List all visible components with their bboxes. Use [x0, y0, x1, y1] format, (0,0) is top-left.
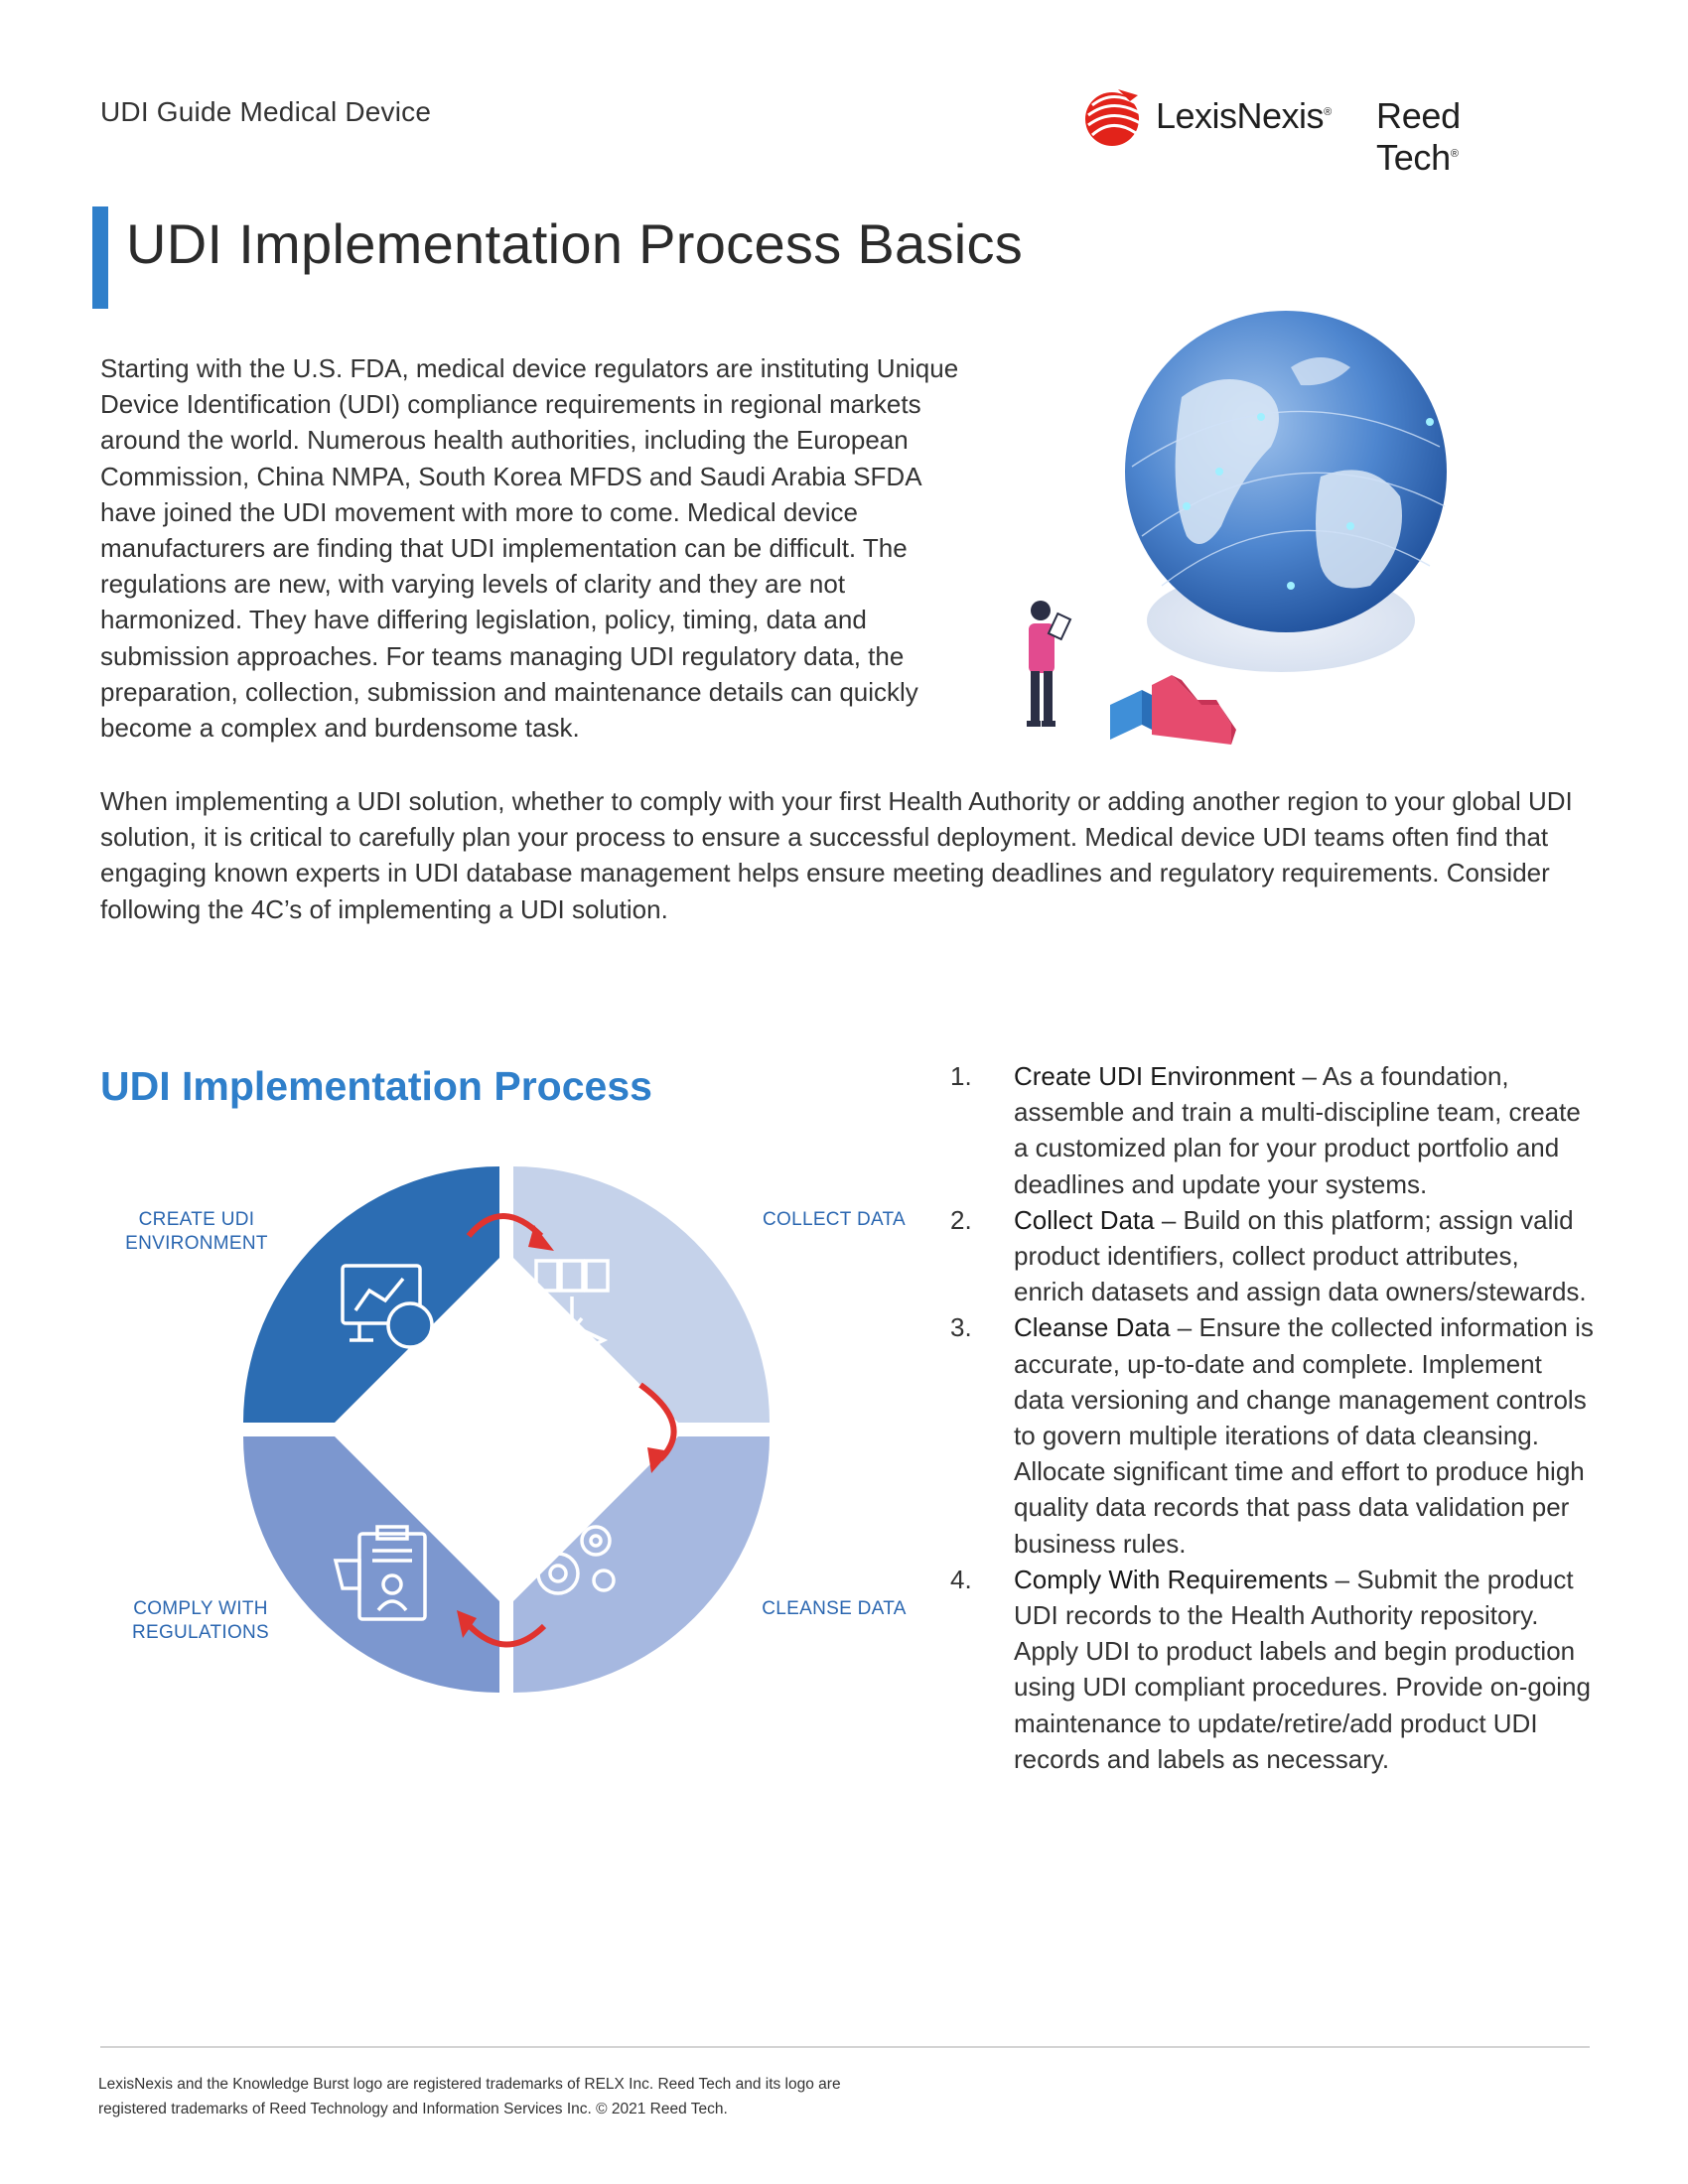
step-number: 2. — [950, 1204, 972, 1235]
step-number: 4. — [950, 1564, 972, 1594]
globe-icon — [1125, 311, 1447, 632]
logo — [1078, 85, 1545, 178]
list-item — [948, 1309, 1594, 1561]
list-item — [948, 1058, 1594, 1202]
step-number: 1. — [950, 1061, 972, 1091]
label-cleanse-data: CLEANSE DATA — [762, 1598, 907, 1619]
trademark-mark: ® — [1324, 106, 1332, 118]
step-number: 3. — [950, 1312, 972, 1343]
step-body: – Submit the product UDI records to the Health Authority repository. Apply UDI to product labels and begin production using UDI compliant procedures. Provide on-going maintenance to update/retire/add product UDI records and labels as necessary. — [1014, 1564, 1591, 1774]
step-body: – As a foundation, assemble and train a multi-discipline team, create a customized plan for your product portfolio and deadlines and update your systems. — [1014, 1061, 1581, 1199]
section-title: UDI Implementation Process — [100, 1063, 652, 1109]
trademark-mark: ® — [1450, 148, 1459, 160]
label-regulations: REGULATIONS — [131, 1622, 270, 1643]
bar-chart-icon — [1110, 675, 1236, 745]
list-item — [948, 1202, 1594, 1310]
logo-partner: Reed Tech — [1376, 95, 1461, 178]
step-body: – Ensure the collected information is accurate, up-to-date and complete. Implement data versioning and change management controls to govern multiple iterations of data cleansing. Allocate significant time and effort to produce high quality data records that pass data validation per business rules. — [1014, 1312, 1594, 1559]
person-icon — [1027, 601, 1070, 727]
step-heading: Cleanse Data — [1014, 1312, 1171, 1343]
page-title: UDI Implementation Process Basics — [126, 212, 1024, 275]
globe-illustration — [993, 308, 1489, 774]
label-comply-with: COMPLY WITH — [133, 1598, 268, 1619]
footer-divider — [100, 2046, 1590, 2048]
step-body: – Build on this platform; assign valid product identifiers, collect product attributes, enrich datasets and assign data owners/stewards. — [1014, 1204, 1587, 1307]
body-paragraph: When implementing a UDI solution, whether to comply with your first Health Authority or adding another region to your global UDI solution, it is critical to carefully plan your process to ensure a successful deployment. Medical device UDI teams often find that engaging known experts in UDI database management helps ensure meeting deadlines and regulatory requirements. Consider following the 4C’s of implementing a UDI solution. — [100, 786, 1573, 924]
footer-line: registered trademarks of Reed Technology and Information Services Inc. © 2021 Reed Tech. — [98, 2101, 728, 2117]
intro-paragraph: Starting with the U.S. FDA, medical device regulators are instituting Unique Device Identification (UDI) compliance requirements in regional markets around the world. Numerous health authorities, including the European Commission, China NMPA, South Korea MFDS and Saudi Arabia SFDA have joined the UDI movement with more to come. Medical device manufacturers are finding that UDI implementation can be difficult. The regulations are new, with varying levels of clarity and they are not harmonized. They have differing legislation, policy, timing, data and submission approaches. For teams managing UDI regulatory data, the preparation, collection, submission and maintenance details can quickly become a complex and burdensome task. — [100, 353, 959, 744]
step-heading: Collect Data — [1014, 1204, 1155, 1235]
title-accent-bar — [92, 206, 108, 309]
step-heading: Create UDI Environment — [1014, 1061, 1296, 1091]
list-item — [948, 1562, 1594, 1777]
knowledge-burst-icon — [1078, 85, 1148, 149]
steps-list — [948, 1058, 1594, 1777]
step-heading: Comply With Requirements — [1014, 1564, 1329, 1594]
label-environment: ENVIRONMENT — [125, 1233, 268, 1254]
logo-brand: LexisNexis — [1156, 95, 1325, 136]
label-create-udi: CREATE UDI — [138, 1209, 255, 1230]
process-cycle-diagram — [99, 1152, 933, 1707]
footer-line: LexisNexis and the Knowledge Burst logo are registered trademarks of RELX Inc. Reed Tech and its logo are — [98, 2076, 841, 2093]
label-collect-data: COLLECT DATA — [762, 1209, 907, 1230]
footer-legal — [98, 2072, 913, 2121]
document-label: UDI Guide Medical Device — [100, 96, 432, 127]
